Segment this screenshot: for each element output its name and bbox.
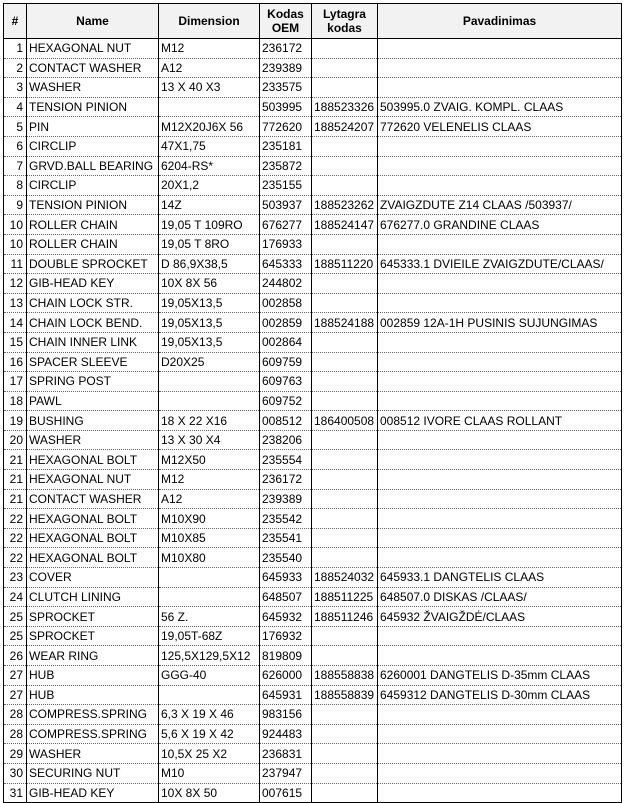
pavadinimas-cell bbox=[378, 724, 622, 744]
row-number-cell: 6 bbox=[4, 136, 27, 156]
row-number-cell: 25 bbox=[4, 607, 27, 627]
row-number-cell: 20 bbox=[4, 430, 27, 450]
part-name-cell: CONTACT WASHER bbox=[27, 489, 159, 509]
table-row bbox=[4, 528, 622, 548]
row-number-cell: 18 bbox=[4, 391, 27, 411]
table-row bbox=[4, 176, 622, 196]
oem-code-cell: 648507 bbox=[260, 587, 312, 607]
pavadinimas-cell bbox=[378, 646, 622, 666]
lytagra-code-cell: 188524207 bbox=[312, 117, 378, 137]
pavadinimas-cell bbox=[378, 705, 622, 725]
oem-code-cell: 235181 bbox=[260, 136, 312, 156]
table-row bbox=[4, 607, 622, 627]
oem-code-cell: 235540 bbox=[260, 548, 312, 568]
pavadinimas-cell bbox=[378, 470, 622, 490]
oem-code-cell: 645933 bbox=[260, 568, 312, 588]
part-name-cell: COMPRESS.SPRING bbox=[27, 724, 159, 744]
oem-code-cell: 645932 bbox=[260, 607, 312, 627]
part-name-cell: CIRCLIP bbox=[27, 136, 159, 156]
oem-code-cell: 235872 bbox=[260, 156, 312, 176]
table-row bbox=[4, 352, 622, 372]
oem-code-cell: 002859 bbox=[260, 313, 312, 333]
dimension-cell: 56 Z. bbox=[159, 607, 260, 627]
pavadinimas-cell: 645333.1 DVIEILE ZVAIGZDUTE/CLAAS/ bbox=[378, 254, 622, 274]
pavadinimas-cell: 645932 ŽVAIGŽDĖ/CLAAS bbox=[378, 607, 622, 627]
part-name-cell: SPROCKET bbox=[27, 607, 159, 627]
lytagra-code-cell bbox=[312, 352, 378, 372]
dimension-cell: M12 bbox=[159, 39, 260, 59]
row-number-cell: 5 bbox=[4, 117, 27, 137]
dimension-cell: 19,05X13,5 bbox=[159, 293, 260, 313]
part-name-cell: CHAIN INNER LINK bbox=[27, 332, 159, 352]
oem-code-cell: 645931 bbox=[260, 685, 312, 705]
row-number-cell: 22 bbox=[4, 548, 27, 568]
part-name-cell: HUB bbox=[27, 666, 159, 686]
dimension-cell: 10,5X 25 X2 bbox=[159, 744, 260, 764]
lytagra-code-cell bbox=[312, 763, 378, 783]
part-name-cell: WASHER bbox=[27, 744, 159, 764]
row-number-cell: 24 bbox=[4, 587, 27, 607]
pavadinimas-cell bbox=[378, 528, 622, 548]
row-number-cell: 22 bbox=[4, 528, 27, 548]
table-body bbox=[4, 39, 622, 803]
lytagra-code-cell bbox=[312, 58, 378, 78]
oem-code-cell: 007615 bbox=[260, 783, 312, 803]
oem-code-cell: 244802 bbox=[260, 274, 312, 294]
dimension-cell: 5,6 X 19 X 42 bbox=[159, 724, 260, 744]
oem-code-cell: 235155 bbox=[260, 176, 312, 196]
row-number-cell: 2 bbox=[4, 58, 27, 78]
dimension-cell: M12 bbox=[159, 470, 260, 490]
lytagra-code-cell bbox=[312, 646, 378, 666]
pavadinimas-cell bbox=[378, 626, 622, 646]
pavadinimas-cell bbox=[378, 78, 622, 98]
pavadinimas-cell bbox=[378, 391, 622, 411]
table-row bbox=[4, 156, 622, 176]
oem-code-cell: 645333 bbox=[260, 254, 312, 274]
part-name-cell: TENSION PINION bbox=[27, 97, 159, 117]
lytagra-code-cell bbox=[312, 705, 378, 725]
table-row bbox=[4, 489, 622, 509]
dimension-cell: GGG-40 bbox=[159, 666, 260, 686]
dimension-cell bbox=[159, 685, 260, 705]
lytagra-code-cell bbox=[312, 234, 378, 254]
pavadinimas-cell: 772620 VELENELIS CLAAS bbox=[378, 117, 622, 137]
dimension-cell: 19,05 T 8RO bbox=[159, 234, 260, 254]
oem-code-cell: 238206 bbox=[260, 430, 312, 450]
pavadinimas-cell bbox=[378, 234, 622, 254]
part-name-cell: WEAR RING bbox=[27, 646, 159, 666]
dimension-cell: 125,5X129,5X12 bbox=[159, 646, 260, 666]
row-number-cell: 17 bbox=[4, 372, 27, 392]
part-name-cell: HEXAGONAL NUT bbox=[27, 39, 159, 59]
table-row bbox=[4, 58, 622, 78]
row-number-cell: 26 bbox=[4, 646, 27, 666]
row-number-cell: 30 bbox=[4, 763, 27, 783]
row-number-cell: 22 bbox=[4, 509, 27, 529]
row-number-cell: 25 bbox=[4, 626, 27, 646]
dimension-cell bbox=[159, 391, 260, 411]
row-number-cell: 29 bbox=[4, 744, 27, 764]
oem-code-cell: 236831 bbox=[260, 744, 312, 764]
oem-code-cell: 609752 bbox=[260, 391, 312, 411]
dimension-cell: 6,3 X 19 X 46 bbox=[159, 705, 260, 725]
row-number-cell: 11 bbox=[4, 254, 27, 274]
pavadinimas-cell bbox=[378, 548, 622, 568]
pavadinimas-cell: 503995.0 ZVAIG. KOMPL. CLAAS bbox=[378, 97, 622, 117]
pavadinimas-cell bbox=[378, 332, 622, 352]
dimension-cell: 19,05T-68Z bbox=[159, 626, 260, 646]
pavadinimas-cell bbox=[378, 430, 622, 450]
col-header-lytagra-line2: kodas bbox=[327, 21, 362, 35]
row-number-cell: 14 bbox=[4, 313, 27, 333]
part-name-cell: COVER bbox=[27, 568, 159, 588]
oem-code-cell: 176933 bbox=[260, 234, 312, 254]
lytagra-code-cell bbox=[312, 78, 378, 98]
dimension-cell: 18 X 22 X16 bbox=[159, 411, 260, 431]
table-row bbox=[4, 646, 622, 666]
table-row bbox=[4, 705, 622, 725]
dimension-cell: M12X50 bbox=[159, 450, 260, 470]
table-row bbox=[4, 685, 622, 705]
parts-table bbox=[3, 3, 622, 803]
row-number-cell: 10 bbox=[4, 234, 27, 254]
row-number-cell: 4 bbox=[4, 97, 27, 117]
pavadinimas-cell bbox=[378, 372, 622, 392]
oem-code-cell: 235541 bbox=[260, 528, 312, 548]
oem-code-cell: 503937 bbox=[260, 195, 312, 215]
row-number-cell: 21 bbox=[4, 489, 27, 509]
table-row bbox=[4, 470, 622, 490]
table-row bbox=[4, 724, 622, 744]
oem-code-cell: 233575 bbox=[260, 78, 312, 98]
table-row bbox=[4, 744, 622, 764]
part-name-cell: BUSHING bbox=[27, 411, 159, 431]
lytagra-code-cell bbox=[312, 489, 378, 509]
lytagra-code-cell bbox=[312, 372, 378, 392]
row-number-cell: 27 bbox=[4, 666, 27, 686]
table-row bbox=[4, 587, 622, 607]
dimension-cell: M10X85 bbox=[159, 528, 260, 548]
dimension-cell: 20X1,2 bbox=[159, 176, 260, 196]
part-name-cell: WASHER bbox=[27, 430, 159, 450]
lytagra-code-cell bbox=[312, 528, 378, 548]
table-row bbox=[4, 234, 622, 254]
row-number-cell: 15 bbox=[4, 332, 27, 352]
dimension-cell: 10X 8X 50 bbox=[159, 783, 260, 803]
lytagra-code-cell bbox=[312, 39, 378, 59]
row-number-cell: 27 bbox=[4, 685, 27, 705]
lytagra-code-cell bbox=[312, 724, 378, 744]
table-row bbox=[4, 411, 622, 431]
oem-code-cell: 924483 bbox=[260, 724, 312, 744]
row-number-cell: 16 bbox=[4, 352, 27, 372]
oem-code-cell: 002864 bbox=[260, 332, 312, 352]
part-name-cell: HEXAGONAL NUT bbox=[27, 470, 159, 490]
oem-code-cell: 609759 bbox=[260, 352, 312, 372]
dimension-cell: 13 X 30 X4 bbox=[159, 430, 260, 450]
lytagra-code-cell bbox=[312, 548, 378, 568]
header-row bbox=[4, 4, 622, 39]
pavadinimas-cell: 002859 12A-1H PUSINIS SUJUNGIMAS bbox=[378, 313, 622, 333]
row-number-cell: 28 bbox=[4, 724, 27, 744]
pavadinimas-cell bbox=[378, 156, 622, 176]
pavadinimas-cell: ZVAIGZDUTE Z14 CLAAS /503937/ bbox=[378, 195, 622, 215]
lytagra-code-cell: 188523262 bbox=[312, 195, 378, 215]
dimension-cell bbox=[159, 568, 260, 588]
pavadinimas-cell bbox=[378, 274, 622, 294]
oem-code-cell: 609763 bbox=[260, 372, 312, 392]
lytagra-code-cell: 186400508 bbox=[312, 411, 378, 431]
dimension-cell: M10X80 bbox=[159, 548, 260, 568]
dimension-cell: M12X20J6X 56 bbox=[159, 117, 260, 137]
dimension-cell: A12 bbox=[159, 58, 260, 78]
table-row bbox=[4, 254, 622, 274]
table-row bbox=[4, 136, 622, 156]
table-row bbox=[4, 509, 622, 529]
table-row bbox=[4, 391, 622, 411]
part-name-cell: HEXAGONAL BOLT bbox=[27, 528, 159, 548]
col-header-oem-line2: OEM bbox=[271, 21, 300, 35]
lytagra-code-cell bbox=[312, 744, 378, 764]
oem-code-cell: 235542 bbox=[260, 509, 312, 529]
pavadinimas-cell bbox=[378, 58, 622, 78]
table-row bbox=[4, 97, 622, 117]
oem-code-cell: 626000 bbox=[260, 666, 312, 686]
table-row bbox=[4, 568, 622, 588]
part-name-cell: SPACER SLEEVE bbox=[27, 352, 159, 372]
row-number-cell: 12 bbox=[4, 274, 27, 294]
lytagra-code-cell bbox=[312, 156, 378, 176]
oem-code-cell: 235554 bbox=[260, 450, 312, 470]
table-row bbox=[4, 626, 622, 646]
table-row bbox=[4, 763, 622, 783]
dimension-cell: 6204-RS* bbox=[159, 156, 260, 176]
lytagra-code-cell bbox=[312, 626, 378, 646]
part-name-cell: DOUBLE SPROCKET bbox=[27, 254, 159, 274]
pavadinimas-cell: 648507.0 DISKAS /CLAAS/ bbox=[378, 587, 622, 607]
lytagra-code-cell bbox=[312, 293, 378, 313]
row-number-cell: 7 bbox=[4, 156, 27, 176]
part-name-cell: COMPRESS.SPRING bbox=[27, 705, 159, 725]
lytagra-code-cell: 188558838 bbox=[312, 666, 378, 686]
col-header-oem bbox=[260, 4, 312, 39]
col-header-oem-line1: Kodas bbox=[267, 7, 304, 21]
col-header-name: Name bbox=[27, 4, 159, 39]
oem-code-cell: 176932 bbox=[260, 626, 312, 646]
oem-code-cell: 983156 bbox=[260, 705, 312, 725]
table-row bbox=[4, 78, 622, 98]
dimension-cell: 10X 8X 56 bbox=[159, 274, 260, 294]
row-number-cell: 9 bbox=[4, 195, 27, 215]
pavadinimas-cell bbox=[378, 293, 622, 313]
table-row bbox=[4, 548, 622, 568]
part-name-cell: HEXAGONAL BOLT bbox=[27, 509, 159, 529]
lytagra-code-cell bbox=[312, 470, 378, 490]
dimension-cell: M10X90 bbox=[159, 509, 260, 529]
part-name-cell: CONTACT WASHER bbox=[27, 58, 159, 78]
pavadinimas-cell: 6260001 DANGTELIS D-35mm CLAAS bbox=[378, 666, 622, 686]
part-name-cell: ROLLER CHAIN bbox=[27, 215, 159, 235]
pavadinimas-cell bbox=[378, 136, 622, 156]
table-row bbox=[4, 293, 622, 313]
row-number-cell: 13 bbox=[4, 293, 27, 313]
dimension-cell bbox=[159, 97, 260, 117]
table-row bbox=[4, 39, 622, 59]
row-number-cell: 10 bbox=[4, 215, 27, 235]
lytagra-code-cell: 188524147 bbox=[312, 215, 378, 235]
part-name-cell: HEXAGONAL BOLT bbox=[27, 548, 159, 568]
row-number-cell: 3 bbox=[4, 78, 27, 98]
col-header-lytagra bbox=[312, 4, 378, 39]
row-number-cell: 31 bbox=[4, 783, 27, 803]
dimension-cell bbox=[159, 372, 260, 392]
lytagra-code-cell bbox=[312, 274, 378, 294]
part-name-cell: SECURING NUT bbox=[27, 763, 159, 783]
part-name-cell: GIB-HEAD KEY bbox=[27, 274, 159, 294]
part-name-cell: ROLLER CHAIN bbox=[27, 234, 159, 254]
lytagra-code-cell bbox=[312, 450, 378, 470]
table-row bbox=[4, 450, 622, 470]
table-row bbox=[4, 195, 622, 215]
col-header-dimension: Dimension bbox=[159, 4, 260, 39]
lytagra-code-cell: 188524032 bbox=[312, 568, 378, 588]
lytagra-code-cell bbox=[312, 391, 378, 411]
dimension-cell: M10 bbox=[159, 763, 260, 783]
table-row bbox=[4, 666, 622, 686]
oem-code-cell: 237947 bbox=[260, 763, 312, 783]
lytagra-code-cell: 188558839 bbox=[312, 685, 378, 705]
pavadinimas-cell: 645933.1 DANGTELIS CLAAS bbox=[378, 568, 622, 588]
pavadinimas-cell bbox=[378, 450, 622, 470]
part-name-cell: SPRING POST bbox=[27, 372, 159, 392]
table-row bbox=[4, 313, 622, 333]
table-row bbox=[4, 430, 622, 450]
dimension-cell: 19,05X13,5 bbox=[159, 332, 260, 352]
part-name-cell: CIRCLIP bbox=[27, 176, 159, 196]
row-number-cell: 8 bbox=[4, 176, 27, 196]
part-name-cell: GRVD.BALL BEARING bbox=[27, 156, 159, 176]
part-name-cell: HUB bbox=[27, 685, 159, 705]
table-row bbox=[4, 117, 622, 137]
table-row bbox=[4, 274, 622, 294]
dimension-cell: A12 bbox=[159, 489, 260, 509]
pavadinimas-cell bbox=[378, 509, 622, 529]
oem-code-cell: 819809 bbox=[260, 646, 312, 666]
part-name-cell: SPROCKET bbox=[27, 626, 159, 646]
part-name-cell: CHAIN LOCK BEND. bbox=[27, 313, 159, 333]
oem-code-cell: 239389 bbox=[260, 58, 312, 78]
lytagra-code-cell: 188524188 bbox=[312, 313, 378, 333]
lytagra-code-cell: 188511246 bbox=[312, 607, 378, 627]
dimension-cell: D 86,9X38,5 bbox=[159, 254, 260, 274]
pavadinimas-cell bbox=[378, 489, 622, 509]
table-row bbox=[4, 332, 622, 352]
dimension-cell: 13 X 40 X3 bbox=[159, 78, 260, 98]
part-name-cell: CLUTCH LINING bbox=[27, 587, 159, 607]
oem-code-cell: 236172 bbox=[260, 470, 312, 490]
part-name-cell: PIN bbox=[27, 117, 159, 137]
row-number-cell: 21 bbox=[4, 450, 27, 470]
lytagra-code-cell bbox=[312, 332, 378, 352]
col-header-lytagra-line1: Lytagra bbox=[323, 7, 366, 21]
dimension-cell: 19,05 T 109RO bbox=[159, 215, 260, 235]
pavadinimas-cell: 008512 IVORE CLAAS ROLLANT bbox=[378, 411, 622, 431]
dimension-cell bbox=[159, 587, 260, 607]
row-number-cell: 19 bbox=[4, 411, 27, 431]
table-row bbox=[4, 372, 622, 392]
lytagra-code-cell bbox=[312, 136, 378, 156]
lytagra-code-cell bbox=[312, 509, 378, 529]
lytagra-code-cell bbox=[312, 176, 378, 196]
dimension-cell: 14Z bbox=[159, 195, 260, 215]
part-name-cell: WASHER bbox=[27, 78, 159, 98]
pavadinimas-cell bbox=[378, 744, 622, 764]
row-number-cell: 21 bbox=[4, 470, 27, 490]
lytagra-code-cell: 188511225 bbox=[312, 587, 378, 607]
dimension-cell: D20X25 bbox=[159, 352, 260, 372]
lytagra-code-cell bbox=[312, 430, 378, 450]
oem-code-cell: 239389 bbox=[260, 489, 312, 509]
col-header-pavadinimas: Pavadinimas bbox=[378, 4, 622, 39]
row-number-cell: 1 bbox=[4, 39, 27, 59]
table-row bbox=[4, 215, 622, 235]
oem-code-cell: 503995 bbox=[260, 97, 312, 117]
lytagra-code-cell: 188523326 bbox=[312, 97, 378, 117]
pavadinimas-cell: 6459312 DANGTELIS D-30mm CLAAS bbox=[378, 685, 622, 705]
pavadinimas-cell bbox=[378, 352, 622, 372]
oem-code-cell: 236172 bbox=[260, 39, 312, 59]
pavadinimas-cell bbox=[378, 176, 622, 196]
part-name-cell: HEXAGONAL BOLT bbox=[27, 450, 159, 470]
lytagra-code-cell: 188511220 bbox=[312, 254, 378, 274]
row-number-cell: 23 bbox=[4, 568, 27, 588]
part-name-cell: GIB-HEAD KEY bbox=[27, 783, 159, 803]
part-name-cell: TENSION PINION bbox=[27, 195, 159, 215]
pavadinimas-cell: 676277.0 GRANDINE CLAAS bbox=[378, 215, 622, 235]
pavadinimas-cell bbox=[378, 763, 622, 783]
pavadinimas-cell bbox=[378, 39, 622, 59]
dimension-cell: 47X1,75 bbox=[159, 136, 260, 156]
oem-code-cell: 772620 bbox=[260, 117, 312, 137]
row-number-cell: 28 bbox=[4, 705, 27, 725]
oem-code-cell: 008512 bbox=[260, 411, 312, 431]
oem-code-cell: 002858 bbox=[260, 293, 312, 313]
part-name-cell: PAWL bbox=[27, 391, 159, 411]
dimension-cell: 19,05X13,5 bbox=[159, 313, 260, 333]
col-header-num: # bbox=[4, 4, 27, 39]
part-name-cell: CHAIN LOCK STR. bbox=[27, 293, 159, 313]
oem-code-cell: 676277 bbox=[260, 215, 312, 235]
